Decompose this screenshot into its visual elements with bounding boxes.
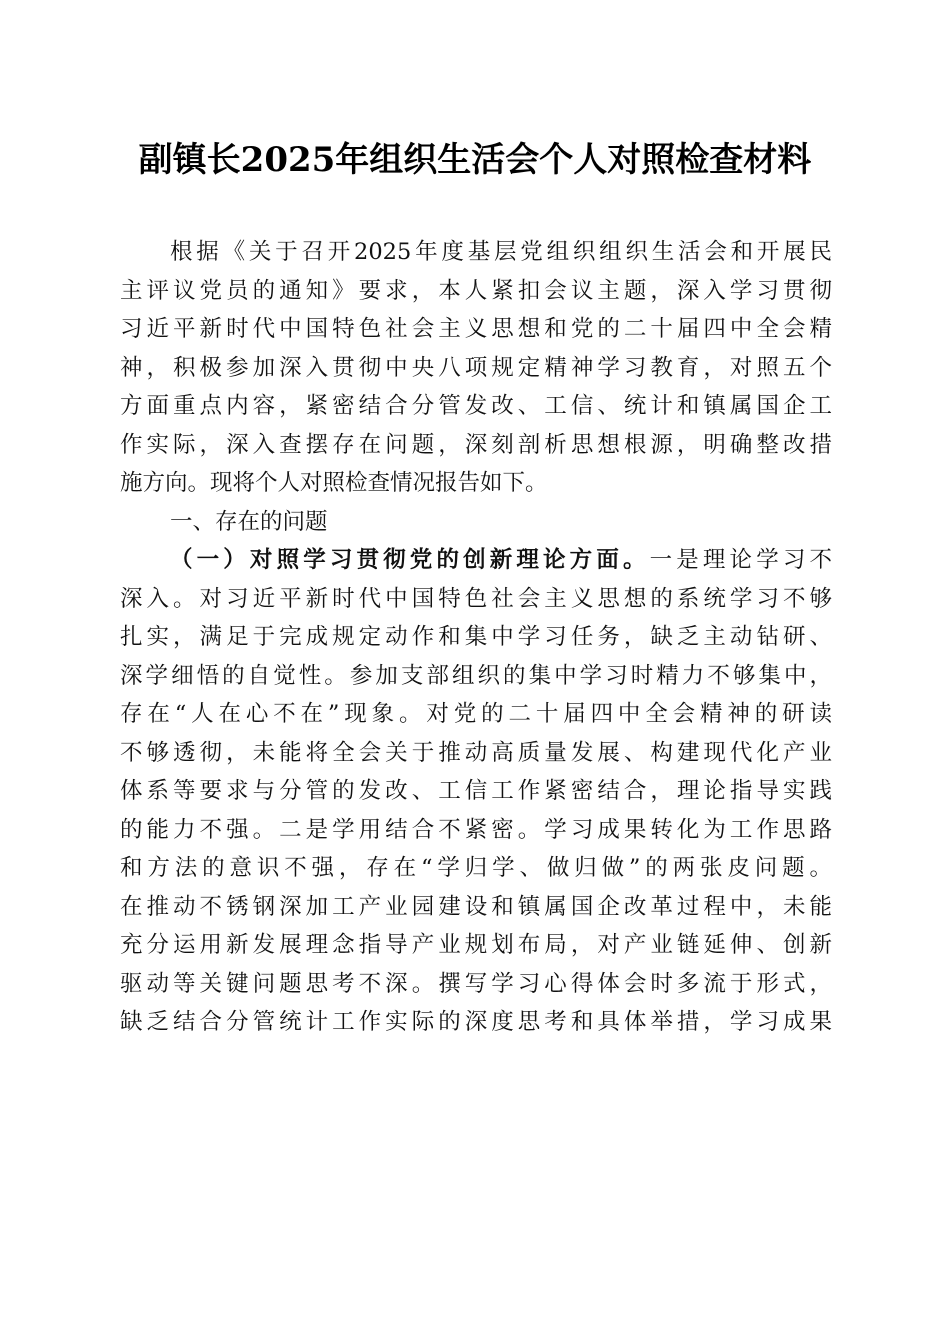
body-line: 在推动不锈钢深加工产业园建设和镇属国企改革过程中，未能: [120, 893, 832, 920]
intro-line: 施方向。现将个人对照检查情况报告如下。: [120, 470, 548, 496]
body-line: 缺乏结合分管统计工作实际的深度思考和具体举措，学习成果: [120, 1009, 832, 1035]
intro-line: 主评议党员的通知》要求，本人紧扣会议主题，深入学习贯彻: [120, 277, 832, 304]
intro-line: 习近平新时代中国特色社会主义思想和党的二十届四中全会精: [120, 316, 832, 342]
body-line: 驱动等关键问题思考不深。撰写学习心得体会时多流于形式，: [120, 970, 832, 997]
intro-line: 神，积极参加深入贯彻中央八项规定精神学习教育，对照五个: [120, 354, 832, 381]
intro-line: 方面重点内容，紧密结合分管发改、工信、统计和镇属国企工: [120, 393, 832, 419]
body-line: 充分运用新发展理念指导产业规划布局，对产业链延伸、创新: [120, 932, 832, 958]
body-line: 和方法的意识不强，存在“学归学、做归做”的两张皮问题。: [120, 855, 832, 881]
section-heading: 一、存在的问题: [170, 508, 328, 535]
body-line: 深学细悟的自觉性。参加支部组织的集中学习时精力不够集中，: [120, 662, 832, 689]
subsection-first-line: [120, 541, 832, 580]
intro-line: 作实际，深入查摆存在问题，深刻剖析思想根源，明确整改措: [120, 431, 832, 458]
body-line: 深入。对习近平新时代中国特色社会主义思想的系统学习不够: [120, 585, 832, 612]
body-line: 存在“人在心不在”现象。对党的二十届四中全会精神的研读: [120, 701, 832, 727]
subsection-heading: （一）对照学习贯彻党的创新理论方面。: [170, 547, 650, 573]
body-line: 体系等要求与分管的发改、工信工作紧密结合，理论指导实践: [120, 778, 832, 804]
document-body: [120, 233, 832, 1042]
body-line: 的能力不强。二是学用结合不紧密。学习成果转化为工作思路: [120, 816, 832, 843]
body-line: 不够透彻，未能将全会关于推动高质量发展、构建现代化产业: [120, 739, 832, 766]
subsection-first-line-text: 一是理论学习不: [649, 547, 832, 573]
intro-line: 根据《关于召开2025年度基层党组织组织生活会和开展民: [170, 239, 832, 265]
body-line: 扎实，满足于完成规定动作和集中学习任务，缺乏主动钻研、: [120, 624, 832, 650]
page-title: 副镇长2025年组织生活会个人对照检查材料: [138, 140, 812, 180]
